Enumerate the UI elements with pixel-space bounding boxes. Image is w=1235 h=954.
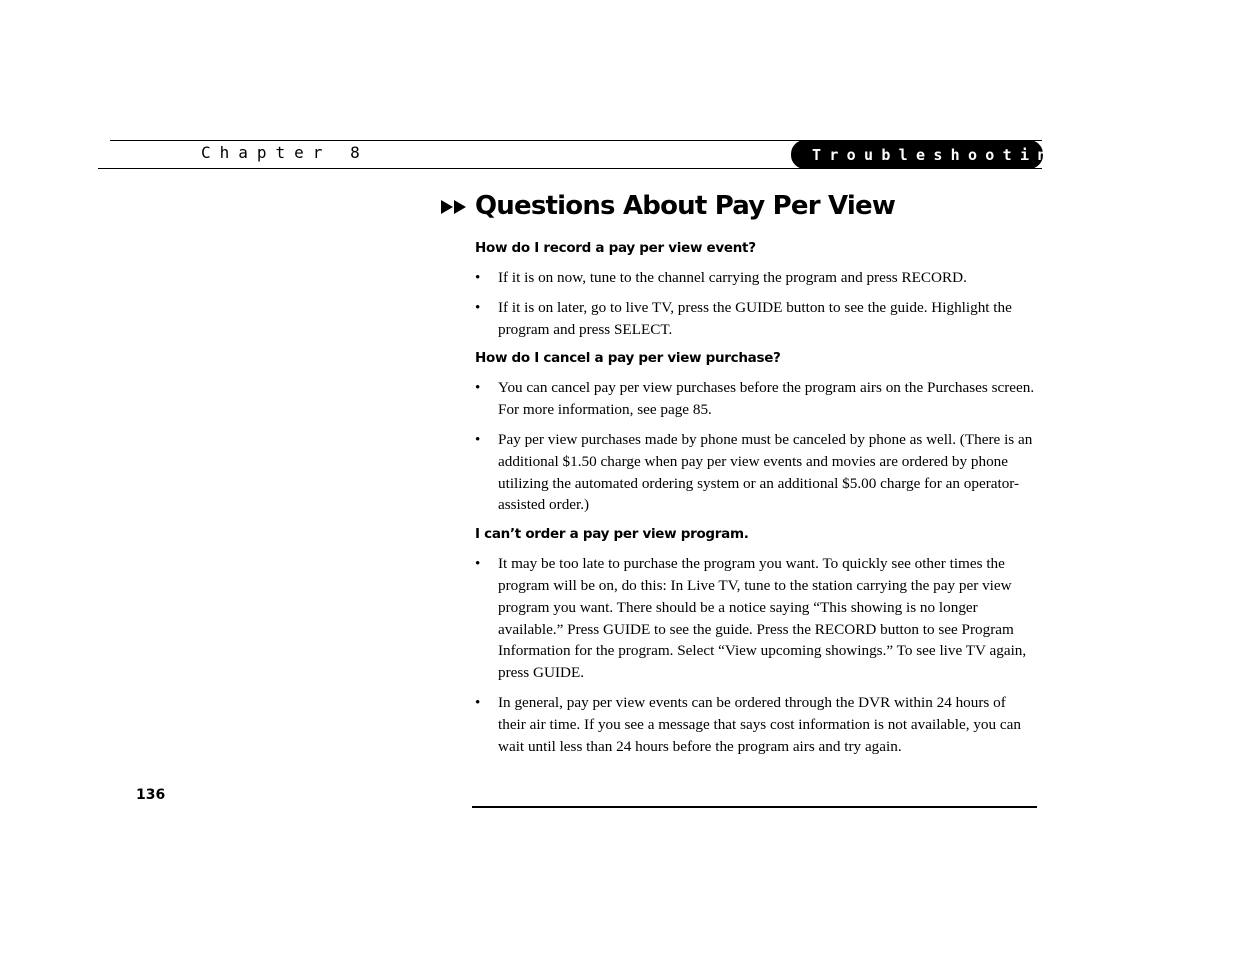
- answer-bullet: • Pay per view purchases made by phone must be canceled by phone as well. (There is an additional $1.50 charge when pay per view events and movies are ordered by phone utilizing the automated ordering system or an additional $5.00 charge for an operator-assisted order.): [475, 430, 1033, 514]
- fast-forward-icon: [441, 200, 467, 214]
- qa-section-record: [475, 238, 1037, 340]
- answer-list: [475, 553, 1037, 757]
- qa-section-cancel: [475, 348, 1037, 516]
- question-heading: I can’t order a pay per view program.: [475, 526, 749, 543]
- chapter-label: Chapter 8: [201, 143, 369, 162]
- qa-section-order: [475, 524, 1037, 757]
- question-heading: How do I cancel a pay per view purchase?: [475, 350, 781, 367]
- answer-bullet: • In general, pay per view events can be ordered through the DVR within 24 hours of their air time. If you see a message that says cost information is not available, you can wait until less than 24 hours before the program airs and try again.: [475, 693, 1021, 755]
- answer-list: [475, 267, 1037, 340]
- section-tab: [791, 140, 1072, 169]
- answer-bullet: • If it is on now, tune to the channel carrying the program and press RECORD.: [475, 269, 967, 286]
- question-heading: How do I record a pay per view event?: [475, 240, 756, 256]
- qa-content: [475, 238, 1037, 765]
- answer-bullet: • You can cancel pay per view purchases before the program airs on the Purchases screen. For more information, see page 85.: [475, 379, 1035, 419]
- footer-rule: [472, 806, 1037, 808]
- answer-bullet: • If it is on later, go to live TV, press the GUIDE button to see the guide. Highlight the program and press SELECT.: [475, 298, 1012, 338]
- page-number: 136: [136, 787, 166, 803]
- section-label: Troubleshooting: [812, 146, 1072, 164]
- answer-bullet: • It may be too late to purchase the program you want. To quickly see other times the program will be on, do this: In Live TV, tune to the station carrying the pay per view program you want. There should be a notice saying “This showing is no longer available.” Press GUIDE to see the guide. Press the RECORD button to see Program Information for the program. Select “View upcoming showings.” To see live TV again, press GUIDE.: [475, 555, 1027, 682]
- page-title: Questions About Pay Per View: [475, 191, 896, 221]
- answer-list: [475, 377, 1037, 516]
